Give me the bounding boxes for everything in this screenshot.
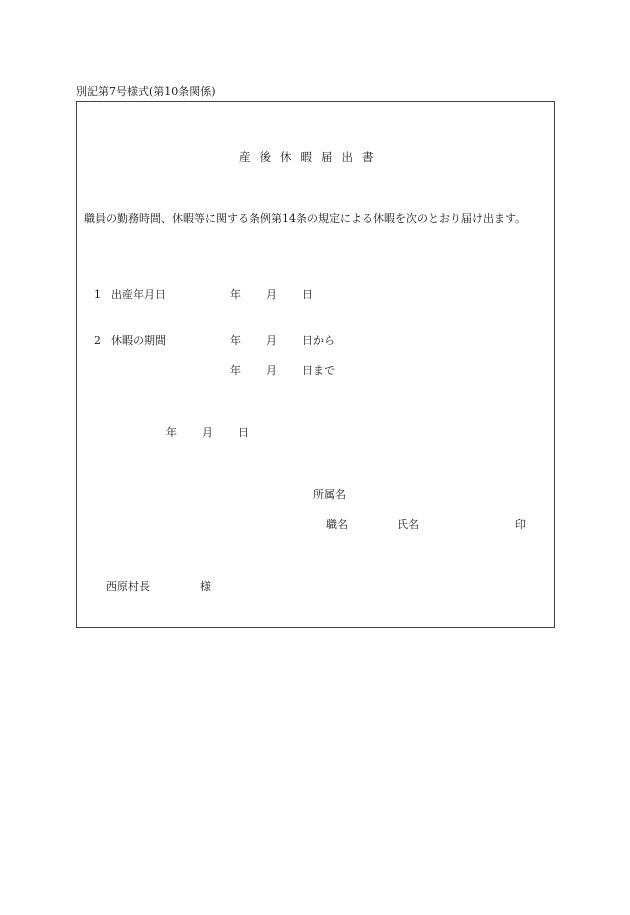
addressee-honorific: 様: [200, 580, 211, 593]
item2-from-year: 年: [230, 334, 241, 347]
submit-month: 月: [202, 426, 213, 439]
item1-month: 月: [266, 288, 277, 301]
item1-number: 1: [94, 288, 101, 301]
item2-to-year: 年: [230, 364, 241, 377]
form-reference: 別記第7号様式(第10条関係): [76, 85, 216, 98]
submit-day: 日: [238, 426, 249, 439]
item1-label: 出産年月日: [111, 288, 166, 301]
submit-year: 年: [166, 426, 177, 439]
affiliation-label: 所属名: [313, 488, 346, 501]
item2-to-month: 月: [266, 364, 277, 377]
position-label: 職名: [326, 518, 348, 531]
item2-from-day: 日から: [302, 334, 335, 347]
name-label: 氏名: [397, 518, 419, 531]
body-text: 職員の勤務時間、休暇等に関する条例第14条の規定による休暇を次のとおり届け出ます。: [84, 212, 527, 225]
item2-to-day: 日まで: [302, 364, 335, 377]
addressee-name: 西原村長: [106, 580, 150, 593]
item1-year: 年: [230, 288, 241, 301]
item2-label: 休暇の期間: [111, 334, 166, 347]
item2-number: 2: [94, 334, 101, 347]
item1-day: 日: [302, 288, 313, 301]
seal-label: 印: [515, 518, 526, 531]
form-title: 産後休暇届出書: [239, 150, 383, 164]
item2-from-month: 月: [266, 334, 277, 347]
